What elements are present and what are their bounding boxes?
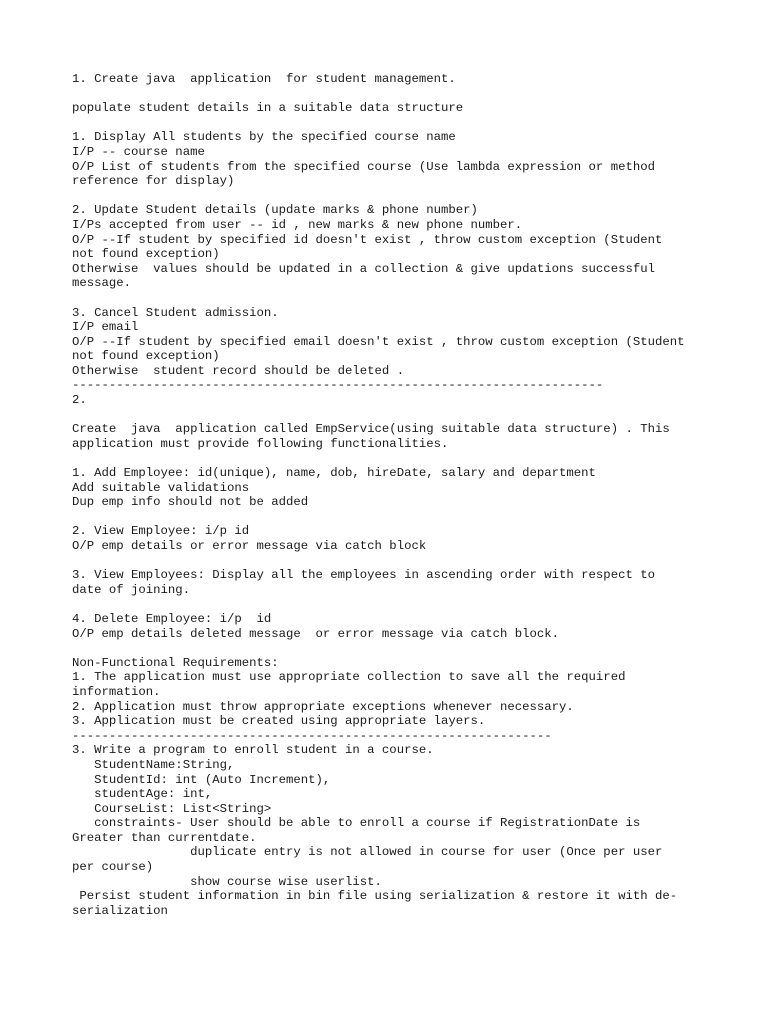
text-line: Non-Functional Requirements: [72, 655, 279, 670]
text-line: application must provide following functionalities. [72, 436, 449, 451]
text-line: 3. View Employees: Display all the employees in ascending order with respect to [72, 568, 655, 583]
text-line: I/P email [72, 320, 139, 335]
text-line: show course wise userlist. [72, 874, 382, 889]
text-line: Greater than currentdate. [72, 830, 257, 845]
text-line: duplicate entry is not allowed in course for user (Once per user [72, 845, 663, 860]
text-line: 2. [72, 393, 87, 408]
text-line: O/P emp details or error message via catch block [72, 539, 427, 553]
text-line: I/P -- course name [72, 144, 205, 159]
text-line: O/P --If student by specified id doesn't exist , throw custom exception (Student [72, 232, 663, 247]
text-line: O/P --If student by specified email doesn't exist , throw custom exception (Student [72, 334, 685, 349]
document-page [72, 72, 712, 918]
text-line: ------------------------------------------------------------------------ [72, 378, 604, 393]
text-line: Otherwise values should be updated in a collection & give updations successful [72, 261, 655, 276]
text-line: 1. Display All students by the specified course name [72, 130, 456, 145]
text-line: 2. View Employee: i/p id [72, 524, 250, 539]
text-line: 3. Cancel Student admission. [72, 305, 279, 320]
text-line: constraints- User should be able to enroll a course if RegistrationDate is [72, 816, 641, 831]
text-line: not found exception) [72, 349, 220, 364]
text-line: serialization [72, 903, 168, 918]
text-line: O/P emp details deleted message or error message via catch block. [72, 626, 560, 641]
text-line: 1. Create java application for student management. [72, 72, 456, 86]
text-line: O/P List of students from the specified course (Use lambda expression or method [72, 159, 655, 174]
text-line: I/Ps accepted from user -- id , new marks & new phone number. [72, 217, 523, 232]
text-line: 1. Add Employee: id(unique), name, dob, hireDate, salary and department [72, 466, 596, 481]
text-line: 1. The application must use appropriate collection to save all the required [72, 670, 626, 685]
text-line: StudentId: int (Auto Increment), [72, 772, 331, 787]
text-line: populate student details in a suitable data structure [72, 101, 464, 116]
blank-line [72, 641, 712, 656]
text-line: Dup emp info should not be added [72, 495, 309, 510]
text-line: not found exception) [72, 247, 220, 262]
blank-line [72, 510, 712, 525]
blank-line [72, 189, 712, 204]
blank-line [72, 291, 712, 306]
text-line: message. [72, 276, 132, 291]
text-line: 2. Update Student details (update marks & phone number) [72, 203, 478, 218]
text-line: information. [72, 684, 161, 699]
text-line: per course) [72, 860, 154, 875]
text-line: Add suitable validations [72, 480, 250, 495]
text-line: Persist student information in bin file using serialization & restore it with de- [72, 889, 678, 904]
text-line: StudentName:String, [72, 757, 235, 772]
text-line: Create java application called EmpService(using suitable data structure) . This [72, 422, 670, 437]
text-line: Otherwise student record should be deleted . [72, 363, 405, 378]
blank-line [72, 116, 712, 131]
text-line: 4. Delete Employee: i/p id [72, 611, 272, 626]
blank-line [72, 597, 712, 612]
text-line: 3. Write a program to enroll student in a course. [72, 743, 434, 758]
text-line: reference for display) [72, 174, 235, 189]
text-line: ----------------------------------------------------------------- [72, 728, 552, 743]
text-line: 2. Application must throw appropriate exceptions whenever necessary. [72, 699, 574, 714]
blank-line [72, 408, 712, 423]
blank-line [72, 554, 712, 569]
text-line: studentAge: int, [72, 787, 213, 802]
blank-line [72, 87, 712, 102]
text-line: 3. Application must be created using appropriate layers. [72, 714, 486, 729]
text-line: date of joining. [72, 582, 191, 597]
text-line: CourseList: List<String> [72, 801, 272, 816]
blank-line [72, 451, 712, 466]
